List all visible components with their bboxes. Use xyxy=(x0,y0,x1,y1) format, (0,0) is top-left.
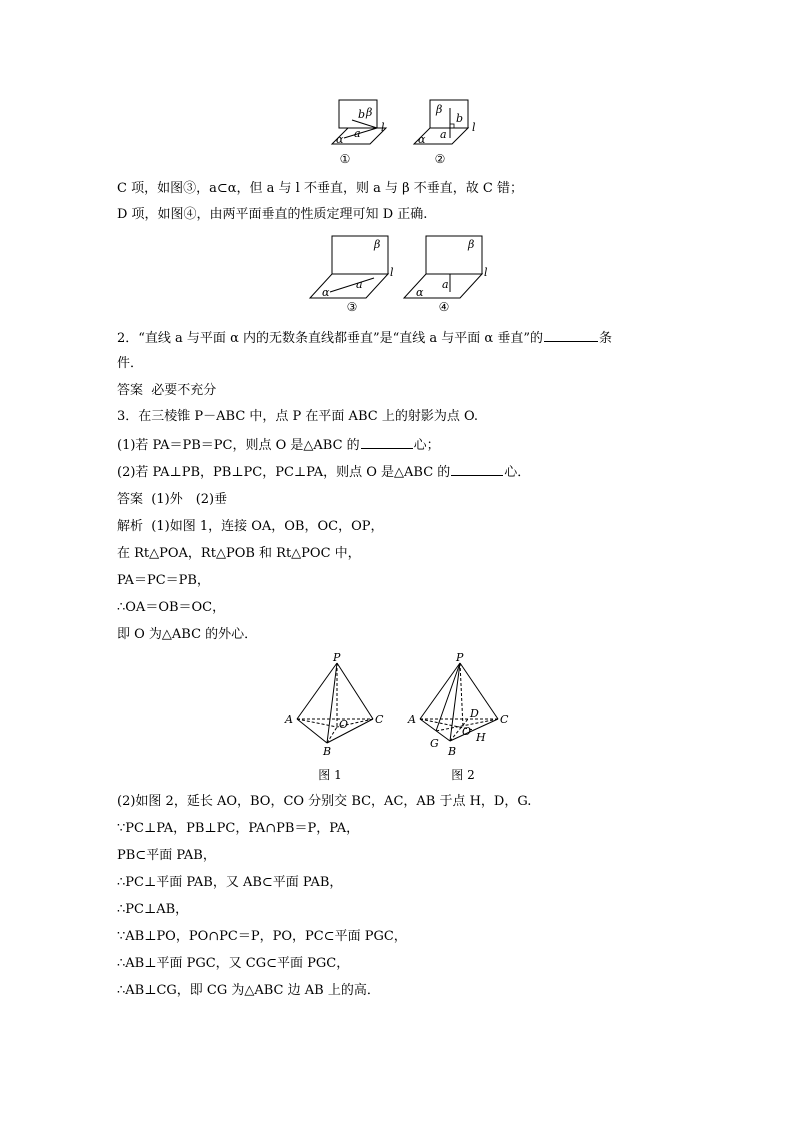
fig2-b: b xyxy=(456,112,464,125)
pyr2-H: H xyxy=(476,731,486,744)
q3-analysis-text-1: (1)如图 1，连接 OA，OB，OC，OP， xyxy=(151,519,384,534)
pyr2-O: O xyxy=(462,725,472,738)
proof-line-6: ∵AB⊥PO，PO∩PC＝P，PO，PC⊂平面 PGC， xyxy=(117,929,407,944)
q2-answer xyxy=(117,382,216,400)
fig1-alpha: α xyxy=(336,133,344,146)
pyr2-A: A xyxy=(408,713,416,726)
pyr2-G: G xyxy=(430,737,439,750)
figure-3 xyxy=(308,234,398,302)
pyr1-O: O xyxy=(339,718,349,731)
q3-analysis-label: 解析 xyxy=(117,519,144,534)
figure-1 xyxy=(330,98,390,146)
q3-analysis-1 xyxy=(117,518,384,536)
q3-analysis-2: 在 Rt△POA，Rt△POB 和 Rt△POC 中， xyxy=(117,546,361,561)
pyramid-1-caption: 图 1 xyxy=(318,768,342,782)
q3-part1-tail: 心； xyxy=(413,438,440,453)
pyr1-A: A xyxy=(285,713,293,726)
q3-analysis-4: ∴OA＝OB＝OC， xyxy=(117,600,226,615)
fig1-beta: β xyxy=(366,106,373,119)
fig3-beta: β xyxy=(374,238,381,251)
q3-blank-1 xyxy=(361,436,413,449)
fig3-a: a xyxy=(356,278,363,291)
q3-part2 xyxy=(117,463,530,482)
q3-part1 xyxy=(117,436,440,455)
fig2-caption: ② xyxy=(434,152,446,166)
fig2-l: l xyxy=(472,121,476,134)
q3-stem: 3．在三棱锥 P－ABC 中，点 P 在平面 ABC 上的射影为点 O. xyxy=(117,409,478,424)
fig2-beta: β xyxy=(436,103,443,116)
pyramid-figure-1 xyxy=(285,651,385,760)
q3-part2-tail: 心． xyxy=(504,465,531,480)
fig2-alpha: α xyxy=(418,133,426,146)
q3-analysis-5: 即 O 为△ABC 的外心． xyxy=(117,627,258,642)
text-line-c: C 项，如图③，a⊂α，但 a 与 l 不垂直，则 a 与 β 不垂直，故 C 错； xyxy=(117,181,523,196)
fig4-a: a xyxy=(442,278,449,291)
fig4-alpha: α xyxy=(416,286,424,299)
proof-line-7: ∴AB⊥平面 PGC，又 CG⊂平面 PGC， xyxy=(117,956,350,971)
q2-answer-text: 必要不充分 xyxy=(151,383,217,398)
pyr2-B: B xyxy=(448,745,457,758)
fig1-caption: ① xyxy=(339,152,351,166)
q3-part1-text: (1)若 PA＝PB＝PC，则点 O 是△ABC 的 xyxy=(117,438,360,453)
fig3-l: l xyxy=(390,266,394,279)
fig3-alpha: α xyxy=(322,286,330,299)
pyr1-C: C xyxy=(375,713,384,726)
proof-line-3: PB⊂平面 PAB， xyxy=(117,848,216,863)
text-line-d: D 项，如图④，由两平面垂直的性质定理可知 D 正确. xyxy=(117,207,428,222)
q3-part2-text: (2)若 PA⊥PB，PB⊥PC，PC⊥PA，则点 O 是△ABC 的 xyxy=(117,465,451,480)
proof-line-8: ∴AB⊥CG，即 CG 为△ABC 边 AB 上的高． xyxy=(117,983,380,998)
q2-text: 2．“直线 a 与平面 α 内的无数条直线都垂直”是“直线 a 与平面 α 垂直”的 xyxy=(117,331,543,346)
proof-line-4: ∴PC⊥平面 PAB，又 AB⊂平面 PAB， xyxy=(117,875,343,890)
fig1-l: l xyxy=(381,121,385,134)
pyr2-C: C xyxy=(500,713,509,726)
figure-2 xyxy=(408,98,478,146)
pyramid-figure-2 xyxy=(408,651,518,760)
q3-answer-text: (1)外 (2)垂 xyxy=(151,492,228,507)
fig3-caption: ③ xyxy=(346,300,358,314)
fig2-a: a xyxy=(440,128,447,141)
q3-answer-label: 答案 xyxy=(117,492,144,507)
q2-answer-label: 答案 xyxy=(117,383,144,398)
q3-analysis-3: PA＝PC＝PB， xyxy=(117,573,210,588)
q2-line2: 件． xyxy=(117,356,144,371)
pyr1-P: P xyxy=(333,651,341,664)
fig4-caption: ④ xyxy=(438,300,450,314)
proof-line-2: ∵PC⊥PA，PB⊥PC，PA∩PB＝P，PA， xyxy=(117,821,360,836)
q2-stem xyxy=(117,329,612,348)
fig4-beta: β xyxy=(468,238,475,251)
q3-answer xyxy=(117,491,227,509)
pyr2-D: D xyxy=(470,707,479,720)
q2-blank xyxy=(544,329,598,342)
figure-4 xyxy=(402,234,492,302)
pyramid-2-caption: 图 2 xyxy=(451,768,475,782)
proof-line-1: (2)如图 2，延长 AO，BO，CO 分别交 BC，AC，AB 于点 H，D，G. xyxy=(117,794,532,809)
fig4-l: l xyxy=(484,266,488,279)
fig1-a: a xyxy=(354,127,361,140)
proof-line-5: ∴PC⊥AB， xyxy=(117,902,189,917)
pyr2-P: P xyxy=(456,651,464,664)
fig1-b: b xyxy=(358,108,366,121)
q2-tail: 条 xyxy=(598,331,612,346)
q3-blank-2 xyxy=(451,463,503,476)
pyr1-B: B xyxy=(323,745,332,758)
